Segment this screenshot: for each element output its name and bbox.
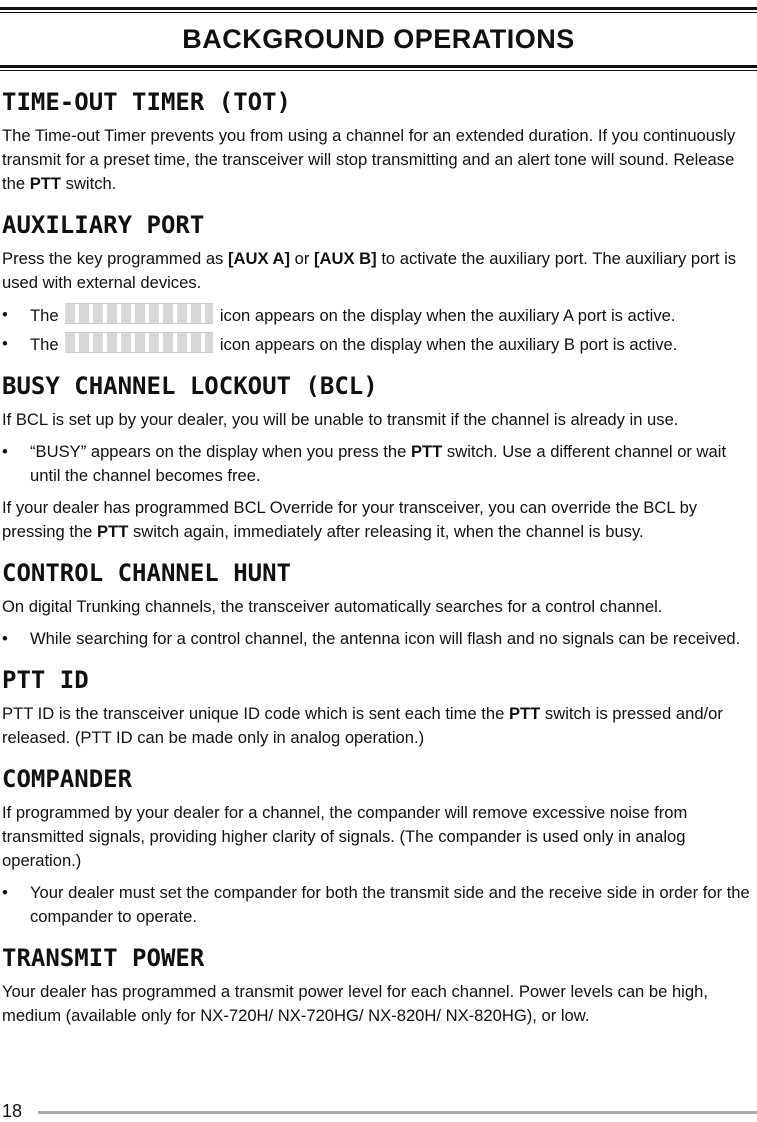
text: to activate the auxiliary port. The auxiliary port is used with external devices.	[2, 249, 737, 292]
text: icon appears on the display when the auxiliary B port is active.	[215, 335, 678, 354]
section-ptt-id	[2, 665, 754, 750]
text: If your dealer has programmed BCL Override for your transceiver, you can override the BCL by pressing the	[2, 498, 698, 541]
ptt-label: PTT	[97, 522, 129, 541]
list-item	[2, 303, 754, 328]
paragraph: If programmed by your dealer for a channel, the compander will remove excessive noise from transmitted signals, providing higher clarity of signals. (The compander is used only in analog operation.)	[2, 803, 688, 870]
paragraph: On digital Trunking channels, the transceiver automatically searches for a control channel.	[2, 597, 663, 616]
aux-b-key-label: [AUX B]	[314, 249, 377, 268]
section-heading: TRANSMIT POWER	[2, 944, 205, 972]
header-top-rule-thin	[0, 12, 757, 13]
text: switch. Use a different channel or wait until the channel becomes free.	[30, 442, 727, 485]
page-header	[0, 7, 757, 71]
text: switch is pressed and/or released. (PTT ID can be made only in analog operation.)	[2, 704, 723, 747]
text: The Time-out Timer prevents you from using a channel for an extended duration. If you continuously transmit for a preset time, the transceiver will stop transmitting and an alert tone will sound. Release the	[2, 126, 736, 193]
list-item	[2, 332, 754, 357]
paragraph	[2, 702, 754, 750]
bullet-list	[2, 440, 754, 488]
text: or	[290, 249, 315, 268]
section-compander	[2, 764, 754, 929]
ptt-label: PTT	[508, 704, 541, 723]
header-bottom-rule-thin	[0, 70, 757, 71]
paragraph	[2, 247, 754, 295]
section-busy-channel-lockout	[2, 371, 754, 544]
text: switch.	[61, 174, 117, 193]
ptt-label: PTT	[29, 174, 62, 193]
paragraph	[2, 496, 754, 544]
footer-rule	[38, 1111, 757, 1114]
header-bottom-rule	[0, 65, 757, 68]
bullet-list	[2, 881, 754, 929]
section-control-channel-hunt	[2, 558, 754, 651]
section-auxiliary-port	[2, 210, 754, 357]
text: The	[30, 335, 64, 354]
aux-a-lcd-icon	[65, 303, 213, 324]
text: switch again, immediately after releasing it, when the channel is busy.	[128, 522, 644, 541]
header-top-rule	[0, 7, 757, 10]
bullet-list	[2, 627, 754, 651]
aux-a-key-label: [AUX A]	[227, 249, 291, 268]
paragraph: If BCL is set up by your dealer, you will be unable to transmit if the channel is already in use.	[2, 410, 679, 429]
text: Press the key programmed as	[2, 249, 228, 268]
text: “BUSY” appears on the display when you press the	[30, 442, 411, 461]
paragraph	[2, 124, 754, 196]
text: icon appears on the display when the auxiliary A port is active.	[215, 306, 676, 325]
ptt-label: PTT	[410, 442, 443, 461]
bullet-list	[2, 303, 754, 357]
list-item: • Your dealer must set the compander for both the transmit side and the receive side in order for the compander to operate.	[2, 881, 754, 929]
paragraph: Your dealer has programmed a transmit power level for each channel. Power levels can be high, medium (available only for NX-720H/ NX-720HG/ NX-820H/ NX-820HG), or low.	[2, 982, 708, 1025]
section-heading: BUSY CHANNEL LOCKOUT (BCL)	[2, 372, 378, 400]
aux-b-lcd-icon	[65, 332, 213, 353]
section-heading: COMPANDER	[2, 765, 133, 793]
list-item	[2, 440, 754, 488]
page-content	[2, 87, 754, 1042]
section-transmit-power	[2, 943, 754, 1028]
page-footer	[0, 1100, 757, 1122]
section-time-out-timer	[2, 87, 754, 196]
section-heading: PTT ID	[2, 666, 89, 694]
section-heading: TIME-OUT TIMER (TOT)	[2, 88, 291, 116]
text: PTT ID is the transceiver unique ID code which is sent each time the	[2, 704, 509, 723]
list-item: • While searching for a control channel, the antenna icon will flash and no signals can be received.	[2, 627, 754, 651]
page-number: 18	[2, 1101, 23, 1121]
chapter-title: BACKGROUND OPERATIONS	[182, 24, 575, 54]
text: The	[30, 306, 64, 325]
section-heading: CONTROL CHANNEL HUNT	[2, 559, 291, 587]
section-heading: AUXILIARY PORT	[2, 211, 205, 239]
